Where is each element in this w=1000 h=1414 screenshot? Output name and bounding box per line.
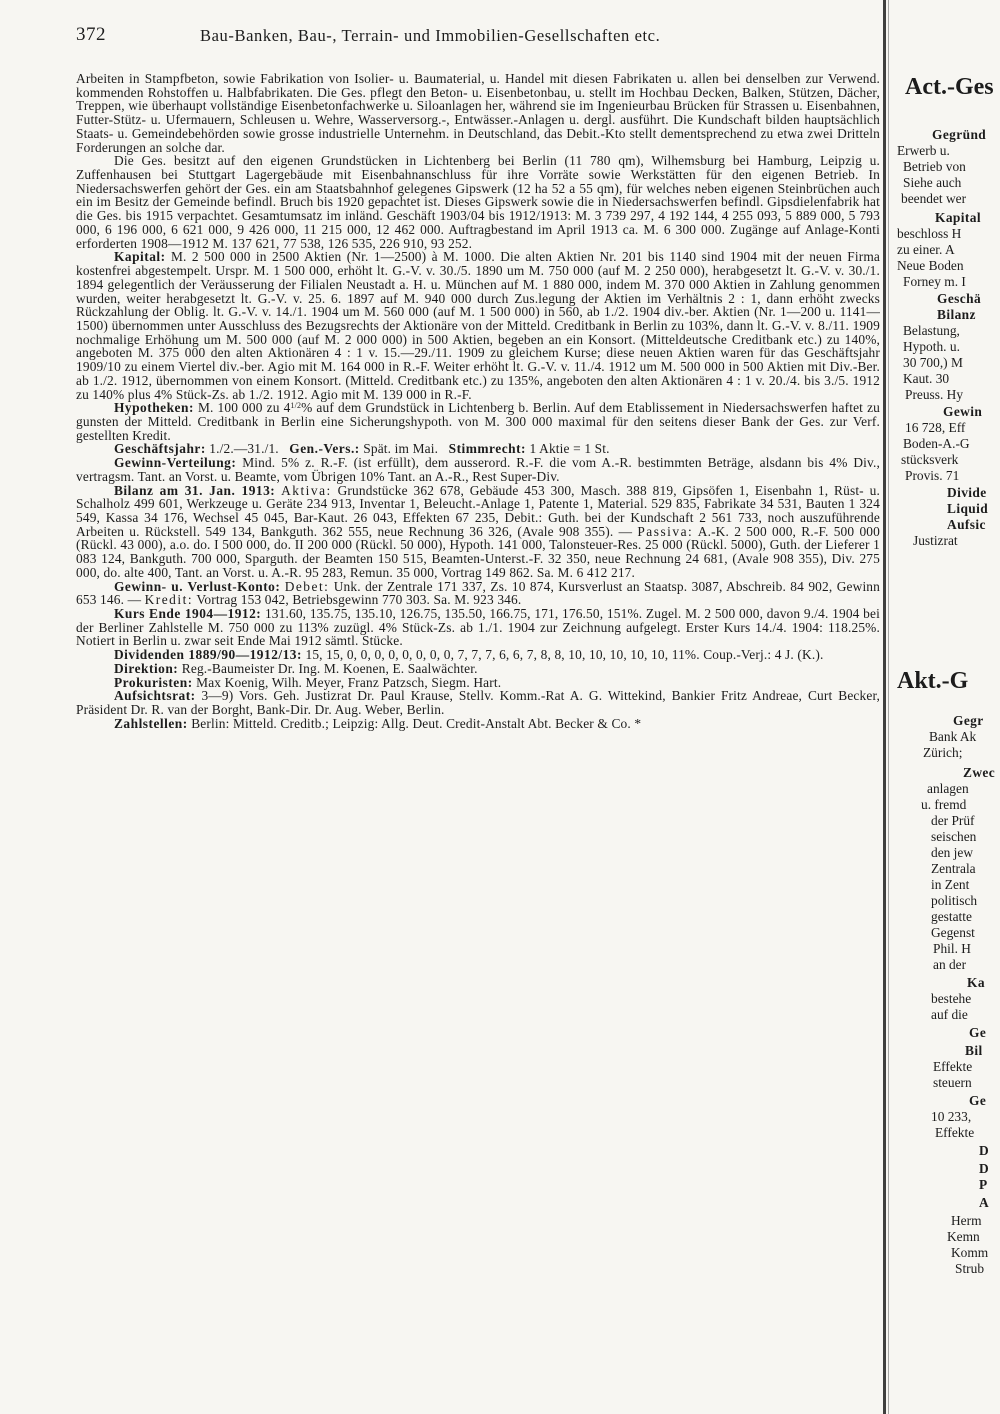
adjacent-text-line: Belastung, — [903, 323, 960, 338]
stimmrecht-label: Stimmrecht: — [448, 441, 527, 457]
adjacent-text-line: stücksverk — [901, 452, 959, 467]
adjacent-heading: Akt.-G — [897, 668, 969, 694]
adjacent-text-line: Kaut. 30 — [903, 371, 950, 386]
adjacent-text-line: beschloss H — [897, 226, 962, 241]
stimmrecht-value: 1 Aktie = 1 St. — [529, 441, 610, 457]
kurs-text: 131.60, 135.75, 135.10, 126.75, 135.50, 166.75, 171, 176.50, 151%. Zugel. M. 2 500 000, davon 9./4. 1904 bei der Berliner Zahlstelle M. 750 000 zu 113% zuzügl. 4% Stück-Zs. ab 1./1. 1904 zur Zeichnung aufgelegt. Erster Kurs 14./4. 1904: 118.25%. Notiert in Berlin u. zwar seit Ende Mai 1912 sämtl. Stücke. — [76, 606, 880, 649]
adjacent-text-line: 16 728, Eff — [905, 420, 966, 435]
prokuristen-label: Prokuristen: — [114, 674, 193, 690]
adjacent-text-line: auf die — [931, 1007, 968, 1022]
adjacent-text-line: Komm — [951, 1245, 989, 1260]
hypotheken-fraction: 1/2 — [290, 401, 302, 411]
hypotheken-section — [76, 401, 880, 442]
page-header — [76, 22, 886, 52]
adjacent-text-line: Erwerb u. — [897, 143, 950, 158]
adjacent-text-line: Siehe auch — [903, 175, 962, 190]
zahlstellen-label: Zahlstellen: — [114, 715, 188, 731]
kredit-text: Vortrag 153 042, Betriebsgewinn 770 303. Sa. M. 923 346. — [196, 592, 522, 608]
adjacent-text-line: Zürich; — [923, 745, 963, 760]
page-number: 372 — [76, 24, 106, 45]
aufsichtsrat-section — [76, 689, 880, 716]
running-title: Bau-Banken, Bau-, Terrain- und Immobilien-Gesellschaften etc. — [200, 26, 661, 45]
aktiva-label: Aktiva: — [281, 482, 332, 498]
adjacent-page-column — [897, 70, 1000, 1400]
adjacent-text-line: Hypoth. u. — [903, 339, 960, 354]
hypotheken-text-b: % auf dem Grundstück in Lichtenberg b. Berlin. Auf dem Etablissement in Niedersachswerfen haftet zu gunsten der Mitteld. Creditbank in Berlin eine Sicherungshypoth. von M. 300 000 maximal für den seitens dieser Bank der Ges. zur Verf. gestellten Kredit. — [76, 400, 881, 443]
gewinn-verteilung-section — [76, 456, 880, 483]
prokuristen-text: Max Koenig, Wilh. Meyer, Franz Patzsch, Siegm. Hart. — [196, 674, 502, 690]
adjacent-text-line: Gegründ — [932, 127, 987, 142]
intro-paragraph: Arbeiten in Stampfbeton, sowie Fabrikation von Isolier- u. Baumaterial, u. Handel mit diesen Fabrikaten u. allen bei denselben zur Verwend. kommenden Rohstoffen u. Halbfabrikaten. Die Ges. pflegt den Beton- u. Eisenbetonbau, u. stellt im Hochbau Decken, Balken, Stützen, Dächer, Treppen, wie überhaupt vollständige Eisenbetonfachwerke u. Siloanlagen her, während sie im Ingenieurbau Brücken für Strassen u. Eisenbahnen, Futter-Stütz- u. Ufermauern, Schleusen u. Wehre, Wasserversorg.-, Entwässer.-Anlagen u. dergl. ausführt. Die Kundschaft bilden hauptsächlich Staats- u. Gemeindebehörden sowie grosse industrielle Unternehm. in Deutschland, das Debit.-Kto stellt dementsprechend zu etwa zwei Dritteln Forderungen an solche dar. — [76, 71, 880, 155]
adjacent-text-line: Ka — [967, 975, 985, 990]
property-paragraph: Die Ges. besitzt auf den eigenen Grundstücken in Lichtenberg bei Berlin (11 780 qm), Wilhemsburg bei Hamburg, Leipzig u. Zuffenhausen bei Stuttgart Lagergebäude mit Eisenbahnanschluss für ihre Vorräte sowie Werkstätten für den eigenen Betrieb. In Niedersachswerfen gehört der Ges. ein am Staatsbahnhof gelegenes Gipswerk (12 ha 52 a 55 qm), für welches neben eigenen Steinbrüchen auch ein im Besitz der Gemeinde befindl. Bruch bis 1920 gepachtet ist. Dieses Gipswerk sowie die in Niedersachswerfen befindl. Gipsdielenfabrik hat die Ges. bis 1915 verpachtet. Gesamtumsatz im inländ. Geschäft 1903/04 bis 1912/1913: M. 3 739 297, 4 192 144, 4 255 093, 5 889 000, 5 793 000, 6 196 000, 6 621 000, 9 426 000, 11 215 000, 12 462 000. Auftragbestand im April 1913 ca. M. 6 300 000. Zugänge auf Anlage-Konti erforderten 1908—1912 M. 137 621, 77 538, 126 535, 226 910, 93 252. — [76, 153, 880, 251]
adjacent-text-line: Bil — [965, 1043, 983, 1058]
adjacent-text-line: Effekte — [933, 1059, 973, 1074]
dividenden-label: Dividenden 1889/90—1912/13: — [114, 647, 302, 663]
adjacent-text-line: Ge — [969, 1025, 987, 1040]
adjacent-text-line: gestatte — [931, 909, 972, 924]
zahlstellen-text: Berlin: Mitteld. Creditb.; Leipzig: Allg. Deut. Credit-Anstalt Abt. Becker & Co. * — [191, 715, 642, 731]
geschaeftsjahr-line — [76, 442, 880, 456]
adjacent-text-line: Divide — [947, 485, 987, 500]
adjacent-text-line: zu einer. A — [897, 242, 955, 257]
adjacent-text-line: Phil. H — [933, 941, 971, 956]
adjacent-text-line: Gegenst — [931, 925, 975, 940]
adjacent-text-line: bestehe — [931, 991, 972, 1006]
adjacent-text-line: Liquid — [947, 501, 989, 516]
bilanz-section — [76, 484, 880, 580]
bilanz-label: Bilanz am 31. Jan. 1913: — [114, 482, 276, 498]
adjacent-text-line: A — [979, 1195, 990, 1210]
adjacent-text-line: Kapital — [935, 210, 981, 225]
main-column — [76, 72, 880, 731]
direktion-text: Reg.-Baumeister Dr. Ing. M. Koenen, E. Saalwächter. — [181, 660, 478, 676]
adjacent-text-line: Ge — [969, 1093, 987, 1108]
adjacent-text-line: Zwec — [963, 765, 996, 780]
debet-text: Unk. der Zentrale 171 337, Zs. 10 874, Kursverlust an Staatsp. 3087, Abschreib. 84 902, Gewinn 653 146. — — [76, 578, 880, 608]
adjacent-text-line: Neue Boden — [897, 258, 964, 273]
adjacent-text-line: P — [979, 1177, 988, 1192]
adjacent-text-line: Betrieb von — [903, 159, 966, 174]
adjacent-text-line: anlagen — [927, 781, 969, 796]
adjacent-text-line: politisch — [931, 893, 978, 908]
adjacent-text-line: Preuss. Hy — [905, 387, 964, 402]
adjacent-text-line: den jew — [931, 845, 974, 860]
debet-label: Debet: — [284, 578, 330, 594]
adjacent-heading: Act.-Ges — [905, 74, 994, 100]
adjacent-text-line: Effekte — [935, 1125, 975, 1140]
adjacent-text-line: u. fremd — [921, 797, 967, 812]
aufsichtsrat-label: Aufsichtsrat: — [114, 688, 196, 704]
adjacent-text-line: beendet wer — [901, 191, 967, 206]
adjacent-text-line: Geschä — [937, 291, 982, 306]
gewinn-verteilung-label: Gewinn-Verteilung: — [114, 455, 237, 471]
zahlstellen-section — [76, 717, 880, 731]
geschaeftsjahr-value: 1./2.—31./1. — [209, 441, 279, 457]
adjacent-text-line: D — [979, 1143, 990, 1158]
prokuristen-section — [76, 676, 880, 690]
guv-label: Gewinn- u. Verlust-Konto: — [114, 578, 281, 594]
guv-section — [76, 580, 880, 607]
hypotheken-text-a: M. 100 000 zu 4 — [197, 400, 291, 416]
passiva-label: Passiva: — [637, 523, 694, 539]
dividenden-section — [76, 648, 880, 662]
adjacent-text-line: der Prüf — [931, 813, 975, 828]
adjacent-text-line: Gegr — [953, 713, 984, 728]
adjacent-text-line: 10 233, — [931, 1109, 972, 1124]
gen-vers-value: Spät. im Mai. — [363, 441, 439, 457]
geschaeftsjahr-label: Geschäftsjahr: — [114, 441, 206, 457]
adjacent-text-line: steuern — [933, 1075, 972, 1090]
adjacent-text-line: Kemn — [947, 1229, 980, 1244]
adjacent-text-line: seischen — [931, 829, 977, 844]
adjacent-text-line: Herm — [951, 1213, 982, 1228]
adjacent-text-line: Bank Ak — [929, 729, 977, 744]
direktion-section — [76, 662, 880, 676]
adjacent-text-line: Bilanz — [937, 307, 976, 322]
direktion-label: Direktion: — [114, 660, 179, 676]
kapital-label: Kapital: — [114, 249, 166, 265]
hypotheken-label: Hypotheken: — [114, 400, 194, 416]
kredit-label: Kredit: — [144, 592, 194, 608]
adjacent-text-line: Forney m. I — [903, 274, 966, 289]
adjacent-text-line: D — [979, 1161, 990, 1176]
adjacent-text-line: Gewin — [943, 404, 983, 419]
adjacent-text-line: Provis. 71 — [905, 468, 960, 483]
page-gutter-edge — [888, 0, 889, 1414]
passiva-text: A.-K. 2 500 000, R.-F. 500 000 (Rückl. 43 000), a.o. do. I 500 000, do. II 200 000 (Rückl. 50 000), Hypoth. 141 000, Talonsteuer-Res. 25 000 (Rückl. 5000), Guth. der Lieferer 1 083 124, Bankguth. 700 000, Sparguth. der Beamten 150 515, Beamten-Unterst.-F. 32 350, neue Rechnung 24 681, (Avale 908 355), Div. 275 000, do. alte 400, Tant. an Vorst. u. A.-R. 95 283, Remun. 35 000, Vortrag 149 862. Sa. M. 6 412 217. — [76, 523, 880, 580]
gen-vers-label: Gen.-Vers.: — [289, 441, 360, 457]
kapital-section — [76, 250, 880, 401]
adjacent-text-line: 30 700,) M — [903, 355, 963, 370]
kurs-label: Kurs Ende 1904—1912: — [114, 606, 262, 622]
adjacent-text-line: Aufsic — [947, 517, 986, 532]
adjacent-text-line: an der — [933, 957, 967, 972]
gewinn-verteilung-text: Mind. 5% z. R.-F. (ist erfüllt), dem ausserord. R.-F. die vom A.-R. bestimmten Beträge, alsdann bis 4% Div., vertragsm. Tant. an Vorst. u. Beamte, vom Übrigen 10% Tant. an A.-R., Rest Super-Div. — [76, 455, 881, 484]
adjacent-text-line: Strub — [955, 1261, 985, 1276]
kapital-text: M. 2 500 000 in 2500 Aktien (Nr. 1—2500) à M. 1000. Die alten Aktien Nr. 201 bis 1140 sind 1904 mit der neuen Firma kostenfrei abgestempelt. Urspr. M. 1 500 000, erhöht lt. G.-V. v. 30./5. 1890 um M. 750 000 (auf M. 2 250 000), herabgesetzt lt. G.-V. v. 30./1. 1894 gelegentlich der Veräusserung der Filialen Neustadt a. H. u. München auf M. 1 880 000, indem M. 370 000 Aktien in Zahlung genommen wurden, weiter herabgesetzt lt. G.-V. v. 25. 6. 1897 auf M. 940 000 durch Zus.legung der Aktien im Verhältnis 2 : 1, dann erhöht zwecks Rückzahlung der Oblig. lt. G.-V. v. 14./1. 1904 um M. 560 000 (auf M. 1 500 000) in 560, ab 1./2. 1904 div.-ber. Aktien (Nr. 1—200 u. 1141—1500) übernommen unter Ausschluss des Bezugsrechts der Aktionäre von der Mitteld. Creditbank in Berlin zu 103%, dann lt. G.-V. v. 8./11. 1909 nochmalige Erhöhung um M. 500 000 (auf M. 2 000 000) in 500 Aktien, begeben an ein Konsort. (Mitteldeutsche Creditbank etc.) zu 140%, angeboten M. 375 000 den alten Aktionären 4 : 1 v. 15.—29./11. 1909 zu gleichem Kurse; diese neuen Aktien waren für das Geschäftsjahr 1909/10 zu einem Viertel div.-ber. Agio mit M. 164 000 in R.-F. Weiter erhöht lt. G.-V. v. 11./4. 1912 um M. 500 000 in 500 Aktien mit Div.-Ber. ab 1./2. 1912, übernommen von einem Konsort. (Mitteld. Creditbank etc.) zu 135%, angeboten den alten Aktionären 4 : 1 v. 20./4. bis 3./5. 1912 zu 140% plus 4% Stück-Zs. ab 1./2. 1912. Agio mit M. 139 000 in R.-F. — [76, 249, 881, 402]
aufsichtsrat-text: 3—9) Vors. Geh. Justizrat Dr. Paul Krause, Stellv. Komm.-Rat A. G. Wittekind, Bankier Fritz Andreae, Curt Becker, Präsident Dr. R. van der Borght, Bank-Dir. Dr. Aug. Weber, Berlin. — [76, 688, 881, 718]
dividenden-text: 15, 15, 0, 0, 0, 0, 0, 0, 0, 0, 7, 7, 7, 6, 6, 7, 8, 8, 10, 10, 10, 10, 10, 11%. Coup.-Verj.: 4 J. (K.). — [305, 647, 824, 663]
aktiva-text: Grundstücke 362 678, Gebäude 453 300, Masch. 388 819, Gipsöfen 1, Eisenbahn 1, Rüst- u. Schalholz 499 601, Werkzeuge u. Geräte 234 913, Inventar 1, Beleucht.-Anlage 1, Patente 1, Material. 529 835, Fabrikate 34 531, Bauten 1 324 549, Kassa 34 176, Wechsel 45 045, Bar-Kaut. 26 043, Effekten 67 235, Debit.: Guth. bei der Kundschaft 2 561 733, noch auszuführende Arbeiten u. Rückstell. 549 134, Bankguth. 362 555, neue Rechnung 36 326, (Avale 908 355). — — [76, 482, 880, 539]
adjacent-text-line: Zentrala — [931, 861, 976, 876]
page-gutter — [883, 0, 886, 1414]
adjacent-text-line: in Zent — [931, 877, 970, 892]
adjacent-text-line: Justizrat — [913, 533, 958, 548]
kurs-section — [76, 607, 880, 648]
adjacent-text-line: Boden-A.-G — [903, 436, 970, 451]
